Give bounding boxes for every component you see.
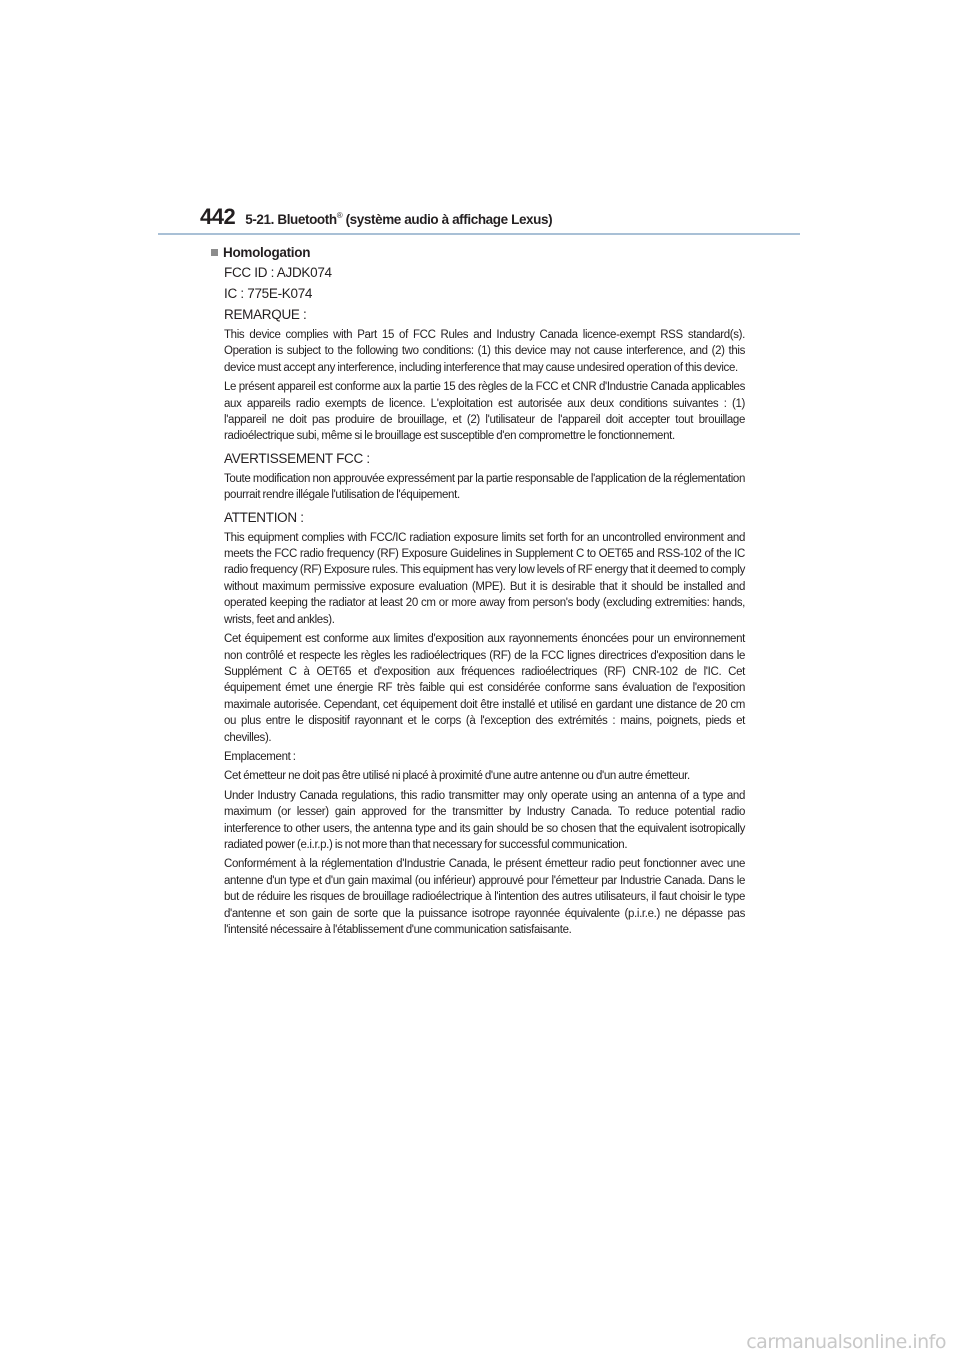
homologation-body <box>224 262 745 938</box>
section-title-suffix: (système audio à affichage Lexus) <box>342 212 553 227</box>
paragraph-exposure-fr: Cet équipement est conforme aux limites d'exposition aux rayonnements énoncées pour un environnement non contrôlé et respecte les règles les radioélectriques (RF) de la FCC lignes directrices d'exposition dans le Supplément C à OET65 et d'exposition aux fréquences radioélectriques (RF) CNR-102 de l'IC. Cet équipement émet une énergie RF très faible qui est considérée conforme sans évaluation de l'exposition maximale autorisée. Cependant, cet équipement doit être installé et utilisé en gardant une distance de 20 cm ou plus entre le dispositif rayonnant et le corps (à l'exception des extrémités : mains, poignets, pieds et chevilles). <box>224 633 745 744</box>
header-rule <box>158 233 800 235</box>
paragraph-fcc-fr: Le présent appareil est conforme aux la partie 15 des règles de la FCC et CNR d'Industrie Canada applicables aux appareils radio exempts de licence. L'exploitation est autorisée aux deux conditions suivantes : (1) l'appareil ne doit pas produire de brouillage, et (2) l'utilisateur de l'appareil doit accepter tout brouillage radioélectrique subi, même si le brouillage est susceptible d'en compromettre le fonctionnement. <box>224 381 745 443</box>
heading-text: Homologation <box>223 245 311 260</box>
paragraph-exposure-en: This equipment complies with FCC/IC radiation exposure limits set forth for an uncontrolled environment and meets the FCC radio frequency (RF) Exposure Guidelines in Supplement C to OET65 and RSS-102 of the IC radio frequency (RF) Exposure rules. This equipment has very low levels of RF energy that it deemed to comply without maximum permissive exposure evaluation (MPE). But it is desirable that it should be installed and operated keeping the radiator at least 20 cm or more away from person's body (excluding extremities: hands, wrists, feet and ankles). <box>224 531 745 626</box>
page-content <box>211 243 745 941</box>
registered-mark: ® <box>336 211 343 220</box>
ic-number: IC : 775E-K074 <box>224 286 313 301</box>
section-title <box>245 211 552 227</box>
paragraph-antenna-en: Under Industry Canada regulations, this radio transmitter may only operate using an antenna of a type and maximum (or lesser) gain approved for the transmitter by Industry Canada. To reduce potential radio interference to other users, the antenna type and its gain should be so chosen that the equivalent isotropically radiated power (e.i.r.p.) is not more than that necessary for successful communication. <box>224 789 745 851</box>
paragraph-emplacement: Cet émetteur ne doit pas être utilisé ni placé à proximité d'une autre antenne ou d'un autre émetteur. <box>224 770 690 783</box>
section-heading <box>211 243 745 262</box>
paragraph-antenna-fr: Conformément à la réglementation d'Industrie Canada, le présent émetteur radio peut fonctionner avec une antenne d'un type et d'un gain maximal (ou inférieur) approuvé pour l'émetteur par Industrie Canada. Dans le but de réduire les risques de brouillage radioélectrique à l'intention des autres utilisateurs, il faut choisir le type d'antenne et son gain de sorte que la puissance isotrope rayonnée équivalente (p.i.r.e.) ne dépasse pas l'intensité nécessaire à l'établissement d'une communication satisfaisante. <box>224 858 745 936</box>
paragraph-fcc-en: This device complies with Part 15 of FCC Rules and Industry Canada licence-exempt RSS standard(s). Operation is subject to the following two conditions: (1) this device may not cause interference, and (2) this device must accept any interference, including interference that may cause undesired operation of this device. <box>224 329 745 374</box>
fcc-id: FCC ID : AJDK074 <box>224 265 332 280</box>
section-title-text: 5-21. Bluetooth <box>245 212 337 227</box>
avertissement-label: AVERTISSEMENT FCC : <box>224 450 370 466</box>
remarque-label: REMARQUE : <box>224 307 307 322</box>
square-bullet-icon <box>211 249 218 256</box>
page-header <box>200 204 552 230</box>
paragraph-avertissement: Toute modification non approuvée expressément par la partie responsable de l'application de la réglementation pourrait rendre illégale l'utilisation de l'équipement. <box>224 472 745 502</box>
watermark: carmanualsonline.info <box>746 1331 946 1353</box>
emplacement-label: Emplacement : <box>224 750 296 763</box>
page-number: 442 <box>200 204 236 229</box>
attention-label: ATTENTION : <box>224 509 304 525</box>
